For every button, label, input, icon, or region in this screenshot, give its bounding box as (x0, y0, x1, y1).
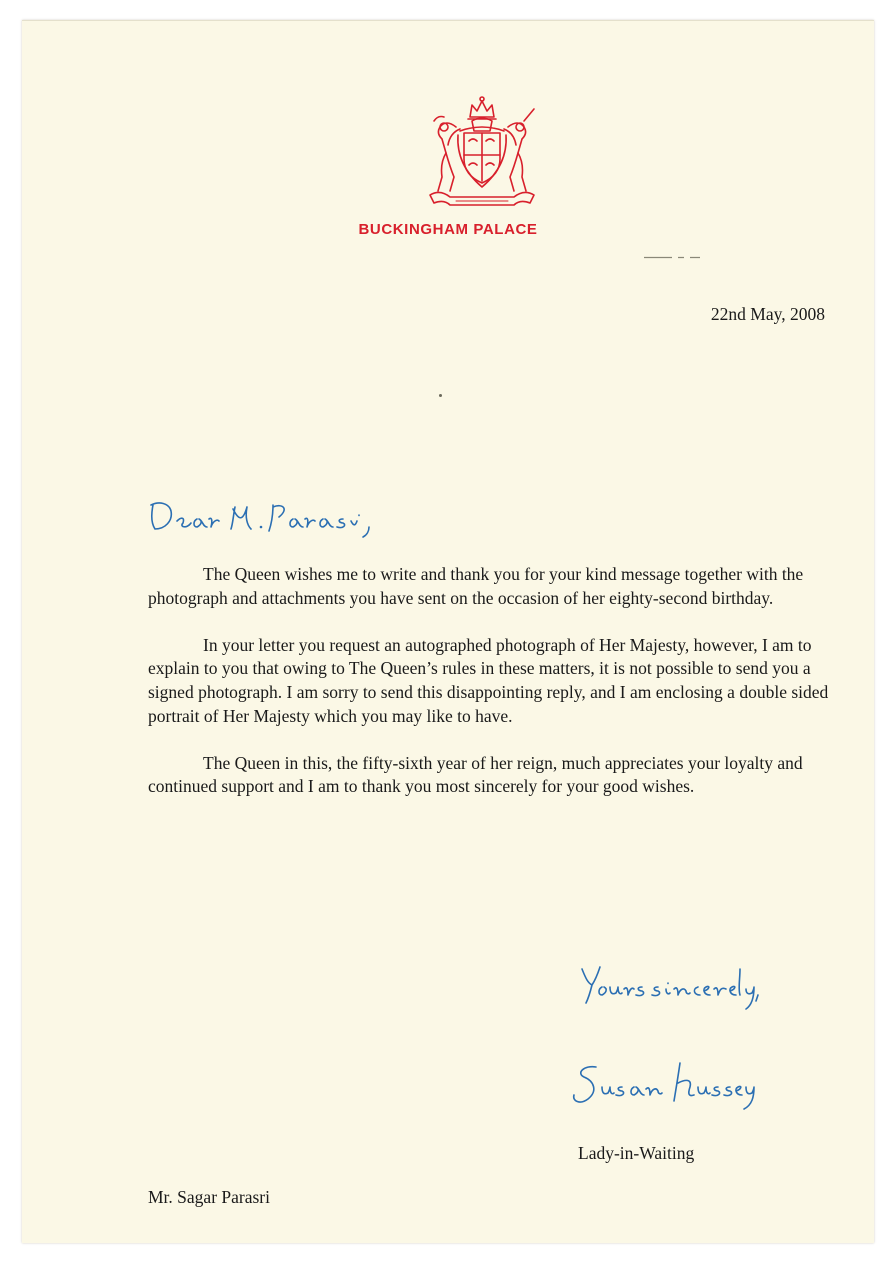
body-paragraph-1: The Queen wishes me to write and thank you for your kind message together with the photograph and attachments you have sent on the occasion of her eighty-second birthday. (148, 564, 804, 608)
royal-coat-of-arms-icon (420, 93, 544, 209)
letter-page (22, 20, 874, 1243)
letter-body (148, 563, 838, 823)
signature-handwritten (568, 1057, 768, 1113)
closing-handwritten (578, 959, 778, 1014)
salutation-handwritten (147, 491, 387, 541)
body-paragraph-3: The Queen in this, the fifty-sixth year of her reign, much appreciates your loyalty and continued support and I am to thank you most sincerely for your good wishes. (148, 752, 803, 797)
stray-ink-mark (644, 256, 700, 259)
signer-title: Lady-in-Waiting (578, 1143, 695, 1163)
paper-speck (439, 394, 442, 397)
recipient-name: Mr. Sagar Parasri (148, 1187, 270, 1207)
letter-date: 22nd May, 2008 (710, 304, 825, 324)
body-paragraph-2: In your letter you request an autographed photograph of Her Majesty, however, I am to explain to you that owing to The Queen’s rules in these matters, it is not possible to send you a signed photograph. I am sorry to send this disappointing reply, and I am enclosing a double sided portrait of Her Majesty which you may like to have. (148, 634, 829, 726)
letterhead-title: BUCKINGHAM PALACE (358, 221, 538, 238)
